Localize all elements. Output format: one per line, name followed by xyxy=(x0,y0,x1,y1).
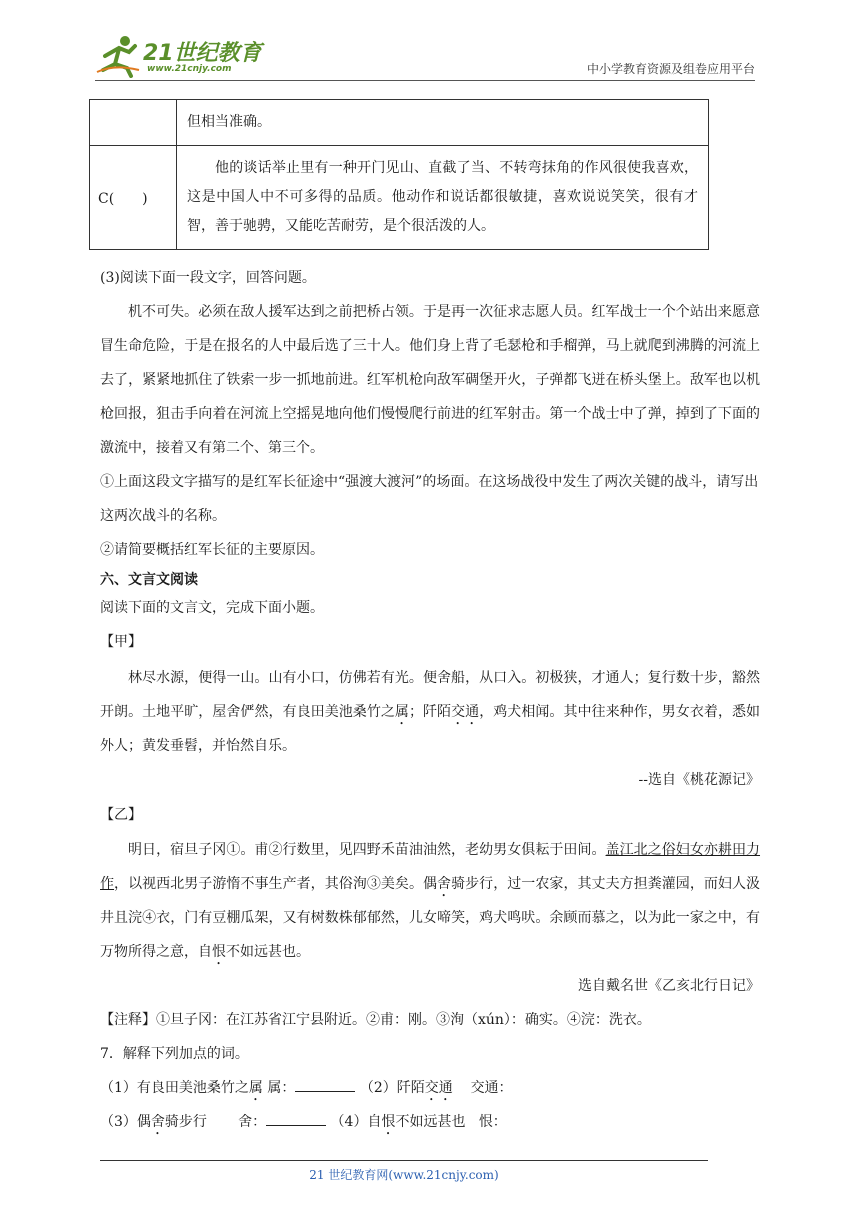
footer-text: 21 世纪教育网(www.21cnjy.com) xyxy=(309,1168,499,1182)
table-row xyxy=(90,146,709,250)
jia-label: 【甲】 xyxy=(100,634,142,650)
dotted-word: 舍 xyxy=(150,1114,165,1130)
dotted-word: 交通 xyxy=(424,1080,453,1096)
jia-passage: 林尽水源，便得一山。山有小口，仿佛若有光。便舍船，从口入。初极狭，才通人；复行数十步，豁然开朗。土地平旷，屋舍俨然，有良田美池桑竹之属；阡陌交通，鸡犬相闻。其中往来种作，男女衣着，悉如外人；黄发垂髫，并怡然自乐。 xyxy=(100,670,761,754)
answer-blank[interactable] xyxy=(266,1109,326,1126)
page-header xyxy=(95,30,755,82)
annotation-notes: 【注释】①旦子冈：在江苏省江宁县附近。②甫：刚。③洵（xún）：确实。④浣：洗衣。 xyxy=(100,1012,651,1028)
section-title: 六、文言文阅读 xyxy=(100,572,198,588)
runner-logo-icon xyxy=(95,34,141,78)
platform-name: 中小学教育资源及组卷应用平台 xyxy=(586,62,755,76)
q3-passage: 机不可失。必须在敌人援军达到之前把桥占领。于是再一次征求志愿人员。红军战士一个个站出来愿意冒生命危险，于是在报名的人中最后选了三十人。他们身上背了毛瑟枪和手榴弹，马上就爬到沸腾的河流上去了，紧紧地抓住了铁索一步一抓地前进。红军机枪向敌军碉堡开火，子弹都飞迸在桥头堡上。敌军也以机枪回报，狙击手向着在河流上空摇晃地向他们慢慢爬行前进的红军射击。第一个战士中了弹，掉到了下面的激流中，接着又有第二个、第三个。 xyxy=(100,304,760,456)
option-label-cell xyxy=(90,100,177,146)
option-text-cell xyxy=(177,100,709,146)
q3-sub1: ①上面这段文字描写的是红军长征途中“强渡大渡河”的场面。在这场战役中发生了两次关键的战斗，请写出这两次战斗的名称。 xyxy=(100,474,759,524)
dotted-word: 舍 xyxy=(437,876,452,892)
options-table xyxy=(89,99,709,250)
footer-divider xyxy=(100,1160,708,1161)
q7-row2: （3）偶舍骑步行 舍： （4）自恨不如远甚也 恨： xyxy=(100,1105,760,1139)
q7-row1: （1）有良田美池桑竹之属 属： （2）阡陌交通 交通： xyxy=(100,1071,760,1105)
dotted-word: 恨 xyxy=(212,944,226,960)
main-content xyxy=(100,261,760,1139)
logo-text: 21世纪教育 xyxy=(143,41,262,66)
yi-passage: 明日，宿旦子冈①。甫②行数里，见四野禾苗油油然，老幼男女俱耘于田间。盖江北之俗妇女亦耕田力作，以视西北男子游惰不事生产者，其俗洵③美矣。偶舍骑步行，过一农家，其丈夫方担粪灌园，而妇人汲井且浣④衣，门有豆棚瓜架，又有树数株郁郁然，儿女啼笑，鸡犬鸣吠。余顾而慕之，以为此一家之中，有万物所得之意，自恨不如远甚也。 xyxy=(100,842,761,960)
q3-sub2: ②请简要概括红军长征的主要原因。 xyxy=(100,542,324,558)
option-text: 他的谈话举止里有一种开门见山、直截了当、不转弯抹角的作风很使我喜欢，这是中国人中不可多得的品质。他动作和说话都很敏捷，喜欢说说笑笑，很有才智，善于驰骋，又能吃苦耐劳，是个很活泼的人。 xyxy=(187,160,698,234)
option-text: 但相当准确。 xyxy=(187,114,271,130)
dotted-word: 属 xyxy=(248,1080,263,1096)
dotted-word: 恨 xyxy=(381,1114,396,1130)
option-label-c: C( ) xyxy=(98,190,148,207)
underlined-sentence: 盖江北之俗妇女亦耕田力作 xyxy=(100,842,761,892)
option-label-cell xyxy=(90,146,177,250)
table-row xyxy=(90,100,709,146)
logo xyxy=(95,34,265,78)
dotted-word: 属 xyxy=(394,704,409,720)
jia-source: --选自《桃花源记》 xyxy=(638,772,760,788)
section-instruction: 阅读下面的文言文，完成下面小题。 xyxy=(100,600,324,616)
dotted-word: 交通 xyxy=(451,704,480,720)
option-text-cell xyxy=(177,146,709,250)
header-divider xyxy=(95,80,755,81)
yi-source: 选自戴名世《乙亥北行日记》 xyxy=(578,978,760,994)
answer-blank[interactable] xyxy=(295,1075,355,1092)
q3-intro: (3)阅读下面一段文字，回答问题。 xyxy=(100,270,316,286)
q7-title: 7．解释下列加点的词。 xyxy=(100,1046,249,1062)
yi-label: 【乙】 xyxy=(100,807,142,823)
logo-url: www.21cnjy.com xyxy=(147,64,232,74)
